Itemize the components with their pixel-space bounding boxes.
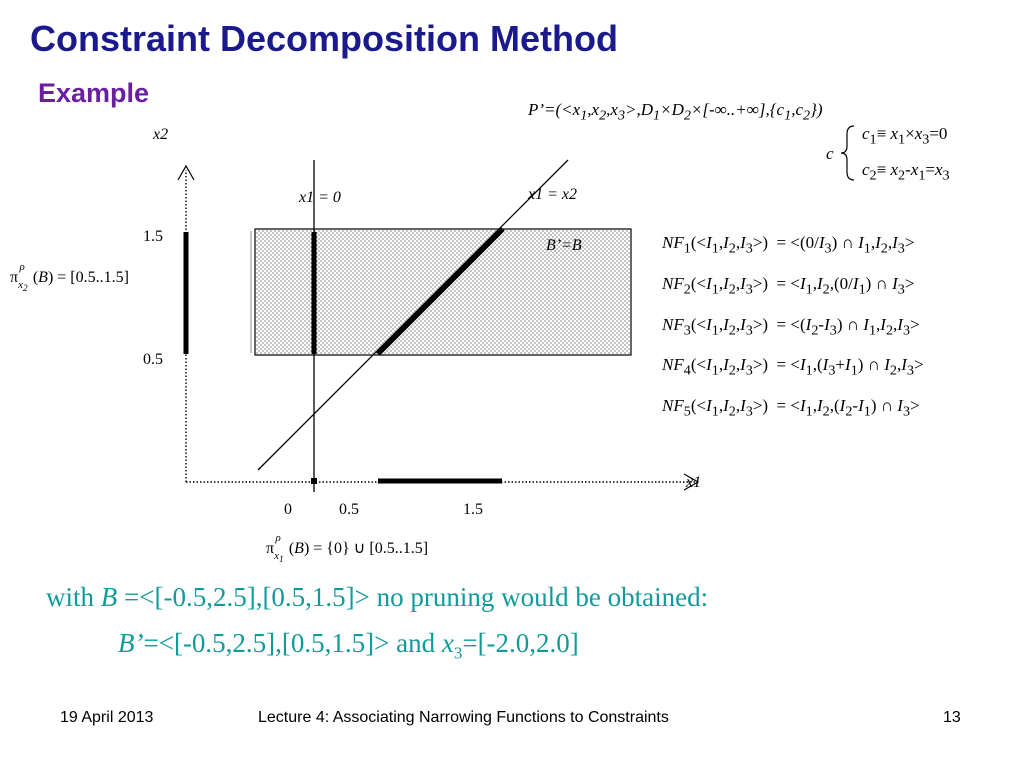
x-tick-0-5: 0.5 <box>339 501 359 518</box>
nf-1: $NF_1(<I_1,I_2,I_3>) = <(0/I_3)$ ∩ $I_1,I_2,I_3>$ <box>662 233 915 257</box>
constraint-c1: $c_1\equiv x_1\times x_3=0$ <box>862 124 948 148</box>
nf-2: $NF_2(<I_1,I_2,I_3>) = <I_1,I_2,(0/I_1)$ ∩ $I_3>$ <box>662 274 915 298</box>
line1-label: x1 = 0 <box>299 189 341 206</box>
nf-4: $NF_4(<I_1,I_2,I_3>) = <I_1,(I_3+I_1)$ ∩ $I_2,I_3>$ <box>662 355 924 379</box>
constraint-set-label: c <box>826 144 834 163</box>
footer-lecture: Lecture 4: Associating Narrowing Functions to Constraints <box>258 709 669 726</box>
footer-date: 19 April 2013 <box>60 709 154 726</box>
x-axis-label: x1 <box>686 474 702 491</box>
slide-subtitle: Example <box>38 78 150 108</box>
y-axis-label: x2 <box>153 126 169 143</box>
x-tick-1-5: 1.5 <box>463 501 483 518</box>
line2-label: x1 = x2 <box>528 186 577 203</box>
footer-page-number: 13 <box>943 709 961 726</box>
problem-definition: $P’=(<x_1,x_2,x_3>,D_1\times D_2\times[-\infty..+\infty],\{c_1,c_2\})$ <box>528 100 823 124</box>
projection-x1-point <box>311 478 317 484</box>
constraint-c2: $c_2\equiv x_2-x_1=x_3$ <box>862 160 950 184</box>
projection-x2-label: $\pi_{x_2}^\rho(B) = [0.5..1.5]$ <box>10 261 129 294</box>
bottom-line-2: B’=<[-0.5,2.5],[0.5,1.5]> and $x_3=[-2.0,2.0]$ <box>118 628 579 663</box>
bottom-line-1: with B =<[-0.5,2.5],[0.5,1.5]> no pruning would be obtained: <box>46 582 709 612</box>
x-tick-0: 0 <box>284 501 292 518</box>
slide-title: Constraint Decomposition Method <box>30 18 618 59</box>
y-tick-1-5: 1.5 <box>143 228 163 245</box>
y-tick-0-5: 0.5 <box>143 351 163 368</box>
nf-5: $NF_5(<I_1,I_2,I_3>) = <I_1,I_2,(I_2-I_1)$ ∩ $I_3>$ <box>662 396 920 420</box>
nf-3: $NF_3(<I_1,I_2,I_3>) = <(I_2-I_3)$ ∩ $I_1,I_2,I_3>$ <box>662 315 920 339</box>
box-label: B’=B <box>546 237 582 254</box>
projection-x1-label: $\pi_{x_1}^\rho(B) = \{0\}$ ∪ [0.5..1.5] <box>266 532 429 565</box>
